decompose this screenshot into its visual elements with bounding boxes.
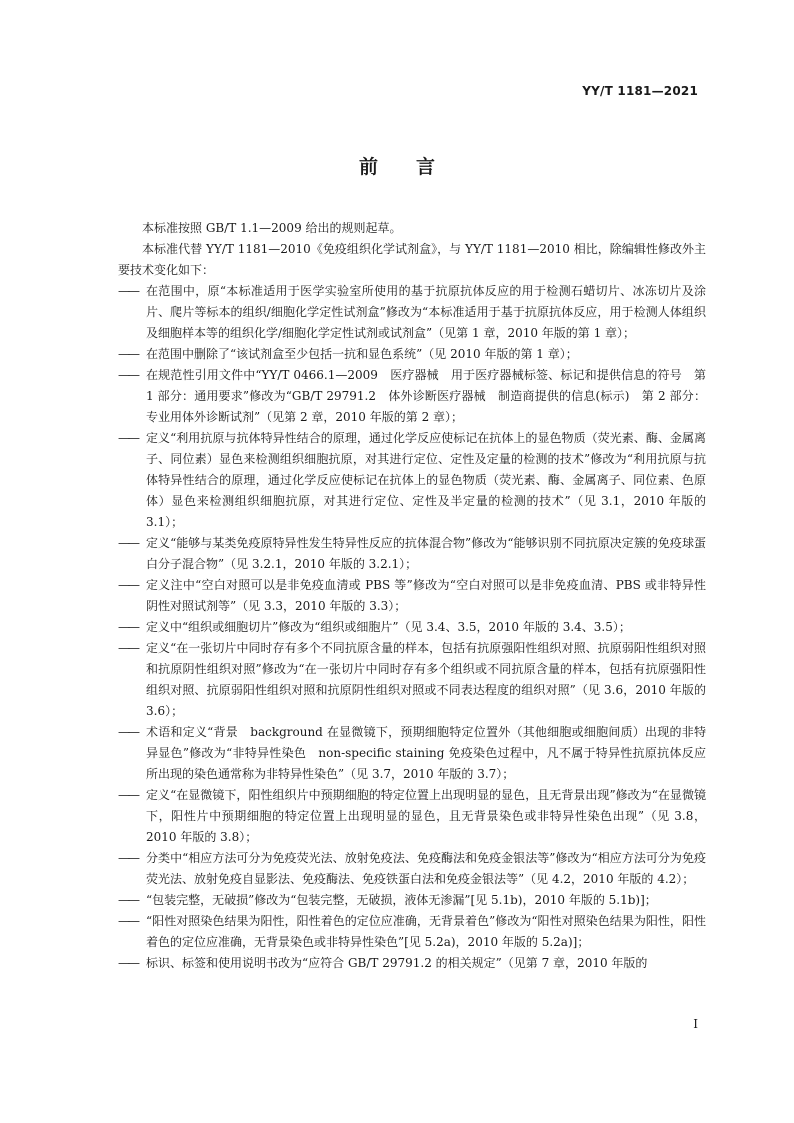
page-title: 前言 [358, 156, 473, 178]
dash-marker: —— [118, 851, 138, 865]
change-item [118, 953, 706, 974]
change-item [118, 638, 706, 722]
intro-paragraph: 本标准代替 YY/T 1181—2010《免疫组织化学试剂盒》，与 YY/T 1181—2010 相比，除编辑性修改外主要技术变化如下： [118, 242, 706, 277]
change-item-text: 标识、标签和使用说明书改为“应符合 GB/T 29791.2 的相关规定”（见第 7 章，2010 年版的 [146, 956, 648, 970]
change-item-text: 定义中“组织或细胞切片”修改为“组织或细胞片”（见 3.4、3.5，2010 年版的 3.4、3.5）； [146, 620, 631, 634]
dash-marker: —— [118, 956, 138, 970]
change-item-text: 在范围中删除了“该试剂盒至少包括一抗和显色系统”（见 2010 年版的第 1 章）； [146, 347, 578, 361]
change-item [118, 722, 706, 785]
change-item [118, 617, 706, 638]
page-number: I [693, 1017, 698, 1031]
dash-marker: —— [118, 914, 138, 928]
standard-number: YY/T 1181—2021 [582, 84, 698, 98]
change-item [118, 344, 706, 365]
change-item-text: “包装完整，无破损”修改为“包装完整，无破损，液体无渗漏”[见 5.1b)，2010 年版的 5.1b)]； [146, 893, 657, 907]
change-item-text: 术语和定义“背景 background 在显微镜下，预期细胞特定位置外（其他细胞或细胞间质）出现的非特异显色”修改为“非特异性染色 non-specific staining 免疫染色过程中，凡不属于特异性抗原抗体反应所出现的染色通常称为非特异性染色”（见 3.7，2010 年版的 3.7）； [146, 725, 706, 781]
dash-marker: —— [118, 347, 138, 361]
dash-marker: —— [118, 578, 138, 592]
dash-marker: —— [118, 284, 138, 298]
foreword-body [118, 218, 706, 974]
change-item-text: 分类中“相应方法可分为免疫荧光法、放射免疫法、免疫酶法和免疫金银法等”修改为“相应方法可分为免疫荧光法、放射免疫自显影法、免疫酶法、免疫铁蛋白法和免疫金银法等”（见 4.2，2010 年版的 4.2）； [146, 851, 706, 886]
dash-marker: —— [118, 536, 138, 550]
change-item [118, 428, 706, 533]
intro-paragraph: 本标准按照 GB/T 1.1—2009 给出的规则起草。 [142, 221, 402, 235]
change-item-text: 在范围中，原“本标准适用于医学实验室所使用的基于抗原抗体反应的用于检测石蜡切片、冰冻切片及涂片、爬片等标本的组织/细胞化学定性试剂盒”修改为“本标准适用于基于抗原抗体反应，用于检测人体组织及细胞样本等的组织化学/细胞化学定性试剂或试剂盒”（见第 1 章，2010 年版的第 1 章）； [146, 284, 706, 340]
change-item [118, 911, 706, 953]
change-item-text: 定义“在显微镜下，阳性组织片中预期细胞的特定位置上出现明显的显色，且无背景出现”修改为“在显微镜下，阳性片中预期细胞的特定位置上出现明显的显色，且无背景染色或非特异性染色出现”（见 3.8，2010 年版的 3.8）； [146, 788, 706, 844]
change-item [118, 365, 706, 428]
change-item-text: 定义“利用抗原与抗体特异性结合的原理，通过化学反应使标记在抗体上的显色物质（荧光素、酶、金属离子、同位素）显色来检测组织细胞抗原，对其进行定位、定性及定量的检测的技术”修改为“利用抗原与抗体特异性结合的原理，通过化学反应使标记在抗体上的显色物质（荧光素、酶、金属离子、同位素、色原体）显色来检测组织细胞抗原，对其进行定位、定性及半定量的检测的技术”（见 3.1，2010 年版的 3.1）； [146, 431, 706, 529]
dash-marker: —— [118, 641, 138, 655]
change-item-text: 在规范性引用文件中“YY/T 0466.1—2009 医疗器械 用于医疗器械标签、标记和提供信息的符号 第 1 部分：通用要求”修改为“GB/T 29791.2 体外诊断医疗器械 制造商提供的信息(标示) 第 2 部分：专业用体外诊断试剂”（见第 2 章，2010 年版的第 2 章）； [146, 368, 706, 424]
change-item [118, 848, 706, 890]
change-item [118, 785, 706, 848]
change-item-text: “阳性对照染色结果为阳性，阳性着色的定位应准确，无背景着色”修改为“阳性对照染色结果为阳性，阳性着色的定位应准确，无背景染色或非特异性染色”[见 5.2a)，2010 年版的 5.2a)]； [146, 914, 706, 949]
change-item [118, 575, 706, 617]
dash-marker: —— [118, 431, 138, 445]
dash-marker: —— [118, 368, 138, 382]
change-item-text: 定义注中“空白对照可以是非免疫血清或 PBS 等”修改为“空白对照可以是非免疫血清、PBS 或非特异性阴性对照试剂等”（见 3.3，2010 年版的 3.3）； [146, 578, 706, 613]
dash-marker: —— [118, 725, 138, 739]
change-item-text: 定义“在一张切片中同时存有多个不同抗原含量的样本，包括有抗原强阳性组织对照、抗原弱阳性组织对照和抗原阴性组织对照”修改为“在一张切片中同时存有多个组织或不同抗原含量的样本，包括有抗原强阳性组织对照、抗原弱阳性组织对照和抗原阴性组织对照或不同表达程度的组织对照”（见 3.6，2010 年版的 3.6）； [146, 641, 706, 718]
change-item [118, 533, 706, 575]
change-item [118, 281, 706, 344]
change-item [118, 890, 706, 911]
dash-marker: —— [118, 788, 138, 802]
dash-marker: —— [118, 893, 138, 907]
dash-marker: —— [118, 620, 138, 634]
change-item-text: 定义“能够与某类免疫原特异性发生特异性反应的抗体混合物”修改为“能够识别不同抗原决定簇的免疫球蛋白分子混合物”（见 3.2.1，2010 年版的 3.2.1）； [146, 536, 706, 571]
